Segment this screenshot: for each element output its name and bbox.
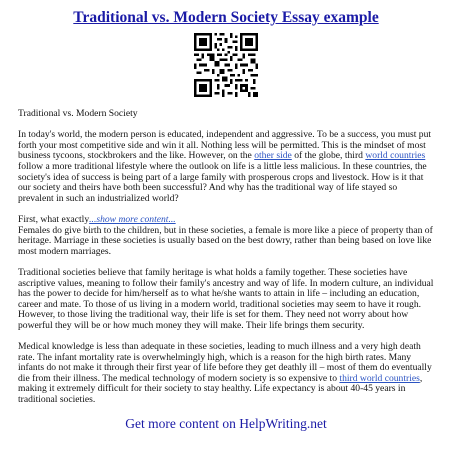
paragraph-1-text-c: follow a more traditional lifestyle where the outlook on life is a little less malicious. In these countries, the society's idea of success is being part of a large family with prosperous crops and livestock. How is it that our society and theirs have both been successful? And why has the traditional way of life stayed so prevalent in such an industrialized world? <box>18 160 427 204</box>
essay-heading: Traditional vs. Modern Society <box>18 108 138 119</box>
get-more-content-link[interactable]: Get more content on HelpWriting.net <box>125 416 327 432</box>
paragraph-1-text-b: of the globe, third <box>291 150 366 162</box>
essay-title-link[interactable]: Traditional vs. Modern Society Essay example <box>73 9 379 26</box>
third-world-countries-link[interactable]: third world countries <box>339 372 420 384</box>
other-side-link[interactable]: other side <box>254 150 292 162</box>
essay-title <box>18 0 434 27</box>
paragraph-4 <box>18 342 434 406</box>
world-countries-link[interactable]: world countries <box>365 150 426 162</box>
qr-code-icon <box>194 33 258 97</box>
paragraph-3: Traditional societies believe that family heritage is what holds a family together. These societies have ascriptive values, meaning to follow their family's ancestry and way of life. In modern culture, an individual has the power to decide for him/herself as to what he/she wants to attain in life – including an education, career and mate. To those of us living in a modern world, traditional societies may seem to have it rough. However, to those living the traditional way, their life is set for them. They need not worry about how powerful they will be or how much money they will make. Their life brings them security. <box>18 266 434 331</box>
footer <box>18 416 434 432</box>
paragraph-4-text-a: Medical knowledge is less than adequate in these societies, leading to much illness and a very high death rate. The infant mortality rate is overwhelmingly high, which is a reason for the high birth rates. Many infants do not make it through their first year of life before they get deathly ill – most of them do eventually die from their illness. The medical technology of modern society is so expensive to <box>18 341 432 384</box>
paragraph-2-text-a: First, what exactly <box>18 213 90 225</box>
essay-body <box>18 109 434 406</box>
paragraph-2-text-b: Females do give birth to the children, but in these societies, a female is more like a piece of property than of heritage. Marriage in these societies is usually based on the best dowry, rather than being based on love like most modern marriages. <box>18 224 433 257</box>
qr-code-container <box>18 33 434 97</box>
paragraph-1-text-a: In today's world, the modern person is educated, independent and aggressive. To be a success, you must put forth your most competitive side and win it all. Nothing less will be permitted. This is the mindset of most business tycoons, stockbrokers and the like. However, on the <box>18 129 432 162</box>
paragraph-1 <box>18 130 434 204</box>
paragraph-2 <box>18 215 434 257</box>
paragraph-4-text-b: , making it extremely difficult for their society to stay healthy. Life expectancy is about 40-45 years in traditional societies. <box>18 372 423 406</box>
show-more-content-link[interactable]: ...show more content... <box>89 213 176 225</box>
